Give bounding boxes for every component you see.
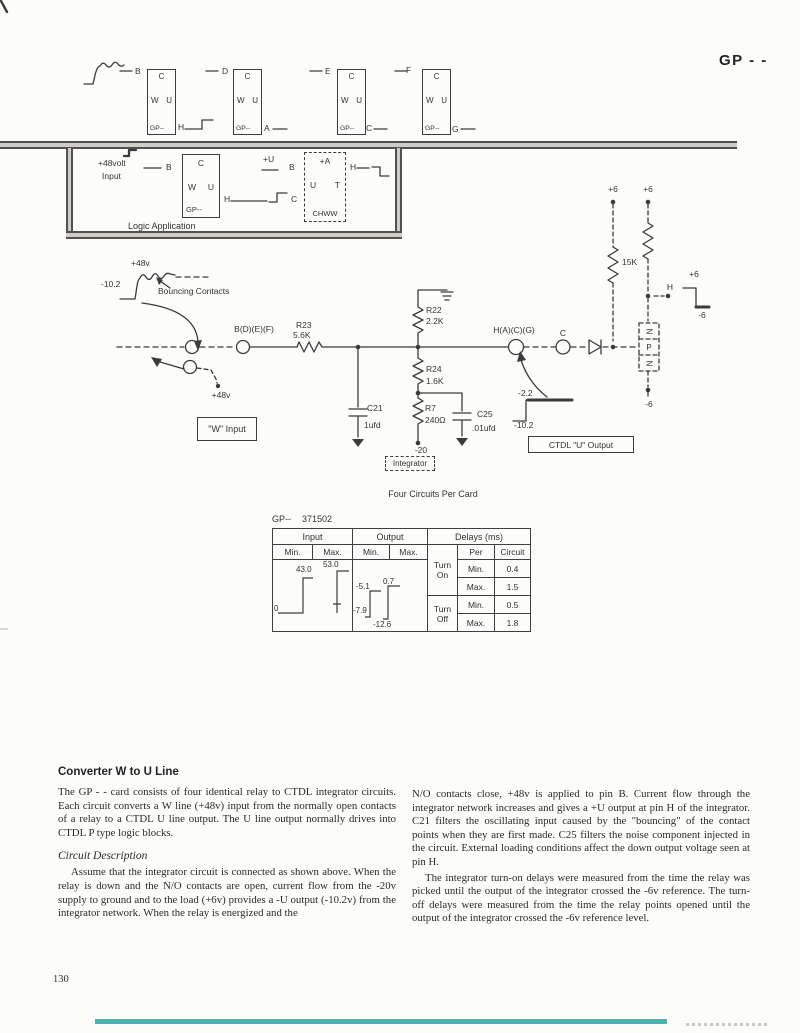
turn-on-cell [428,545,458,596]
output-pin2-name: C [559,328,567,338]
transistor-p [639,339,659,355]
block-top-label: C [244,72,251,81]
input-pin-label: D [222,66,229,76]
turn-on-label: Turn [433,560,452,570]
delay-row-label: Min. [458,560,495,578]
logic-block-4 [422,69,451,135]
waveform-arrowhead [194,340,202,351]
ground-symbol [456,438,468,446]
logic-block-2 [233,69,262,135]
h-node-label: H [666,282,674,292]
minus6-supply: -6 [645,399,653,409]
turn-on-label: On [436,570,449,580]
input-min-high: 43.0 [296,565,312,574]
coil-supply-wire [197,368,217,383]
subheader-per: Per [458,545,495,560]
subheader-circuit: Circuit [495,545,531,560]
scan-teal-bar [95,1019,667,1024]
integrator-label: Integrator [392,459,428,468]
c25-value: .01ufd [472,423,496,433]
block-type-label: CHWW [312,209,338,218]
turn-off-label: Off [436,613,449,624]
scan-edge-mark [0,628,8,630]
subheader-max: Max. [390,545,428,560]
col-header-output: Output [353,529,428,545]
w-input-tag [197,417,257,441]
col-header-delays: Delays (ms) [428,529,531,545]
relay-contact-lower [184,361,197,374]
pin-c-terminal [556,340,570,354]
r22-ref: R22 [426,305,442,315]
transistor-letter: P [646,342,652,352]
block-u-label: U [207,182,214,192]
transistor-letter: N [644,360,654,366]
w-input-label: "W" Input [208,424,246,434]
page-title: GP - - [719,52,768,69]
delay-row-value: 0.4 [495,560,531,578]
r15k-value: 15K [622,257,638,267]
h-wave-high: +6 [689,269,699,279]
input-pin-label: E [325,66,331,76]
pin-b-terminal [237,341,250,354]
resistor-r23 [297,342,322,352]
resistor-15k [608,247,618,283]
output-pin-label: A [264,123,270,133]
block-u-label: U [356,96,362,105]
delay-row-value: 0.5 [495,596,531,614]
output-min-high: -5.1 [356,582,370,591]
chww-logic-block [304,152,346,222]
page-number: 130 [53,974,69,985]
bounce-arrowhead [156,277,163,285]
armature-arrowhead [151,357,162,367]
relay-supply-label: +48v [211,390,231,400]
plus6-supply: +6 [608,184,618,194]
block-type-label: GP-- [425,125,440,132]
block-type-label: GP-- [150,125,165,132]
output-max-low: -12.6 [373,620,392,629]
block-w-label: W [188,182,197,192]
rising-step-icon [194,120,213,129]
pin-h-terminal [509,340,524,355]
input-waveform-icon [84,62,124,84]
h-wave-edge [683,288,696,307]
resistor-r7 [413,393,423,441]
supply-input-label2: Input [102,171,121,181]
turn-off-cell [428,596,458,632]
logic-block-1 [147,69,176,135]
ground-symbol [352,439,364,447]
turn-off-label: Turn [433,603,452,614]
delay-row-label: Max. [458,614,495,632]
resistor-r24 [413,347,423,391]
delay-row-value: 1.5 [495,578,531,596]
c21-value: 1ufd [364,420,381,430]
r24-ref: R24 [426,364,442,374]
delay-row-value: 1.8 [495,614,531,632]
subheader-min: Min. [353,545,390,560]
out-wave-low: -10.2 [514,420,534,430]
waveform-arrow [142,303,198,342]
output-pin-label: H [178,122,185,132]
divider-band-top [0,141,737,149]
divider-band-right [395,148,402,233]
level-label: +U [263,154,275,164]
falling-step-icon [372,167,389,176]
minus20-supply: -20 [414,445,428,455]
output-max-high: 0.7 [383,577,395,586]
block-u-label: U [252,96,258,105]
article-paragraph: The integrator turn-on delays were measured from the time the relay was picked until the output of the integrator crossed the -6v reference. The turn-off delays were measured from the time the relay points opened until the output of the integrator crossed the -6v reference level. [412,871,750,925]
level-step-icon [124,150,136,156]
delay-row-label: Max. [458,578,495,596]
block-w-label: W [151,96,159,105]
relay-contact-upper [186,341,199,354]
output-pin-label: G [452,124,459,134]
output-pin-label: C [366,123,373,133]
r24-value: 1.6K [426,376,444,386]
diode-symbol [589,340,601,354]
block-top-label: C [158,72,165,81]
output-waveform-cell [353,560,428,632]
collector-resistor [643,223,653,259]
c21-ref: C21 [367,403,383,413]
block-type-label: GP-- [236,125,251,132]
subheader-max: Max. [313,545,353,560]
input-pin-label: B [135,66,141,76]
article-left-column [58,766,396,928]
h-wave-low: -6 [698,310,706,320]
transistor-letter: N [644,328,654,334]
block-w-label: W [341,96,349,105]
plus6-supply: +6 [643,184,653,194]
article-paragraph: N/O contacts close, +48v is applied to pin B. Current flow through the integrator network increases and gives a +U output at pin H of the integrator. C21 filters the oscillating input caused by the "bouncing" of the contact points when they are first made. C25 filters the noise component injected in the circuit. External loading conditions affect the down output voltage seen at pin H. [412,788,750,868]
output-pin-label: H [350,162,357,172]
col-header-input: Input [273,529,353,545]
delay-row-label: Min. [458,596,495,614]
section-caption: Logic Application [128,221,196,231]
output-pin-label: H [224,194,231,204]
input-pin-label: C [291,194,298,204]
input-waveform-cell [273,560,353,632]
input-pin-label: B [166,162,172,172]
article-right-column [412,766,750,928]
logic-block-3 [337,69,366,135]
article-body [58,766,750,928]
relay-armature [160,362,184,369]
r7-value: 240Ω [425,415,446,425]
block-u-label: U [441,96,447,105]
block-type-label: GP-- [186,205,202,214]
r23-value: 5.6K [293,330,311,340]
scan-smudge [686,1023,770,1026]
block-t-label: T [334,180,340,190]
input-min-low: 0 [274,604,279,613]
wave-high-label: +48v [131,258,150,268]
ctdl-output-label: CTDL "U" Output [548,439,614,450]
part-number: 371502 [302,514,333,524]
block-top-label: +A [319,156,331,166]
article-heading: Converter W to U Line [58,766,179,778]
input-waveform-graphic [273,560,353,632]
ctdl-output-tag [528,436,634,453]
scan-corner-mark [1,1,7,12]
r7-ref: R7 [425,403,436,413]
input-pin-name: B(D)(E)(F) [234,324,274,334]
c25-ref: C25 [477,409,493,419]
block-u-label: U [166,96,172,105]
divider-band-bottom [66,231,402,239]
rising-step-icon [269,193,287,202]
input-max-high: 53.0 [323,560,339,569]
integrator-tag [385,456,435,471]
block-type-label: GP-- [340,125,355,132]
subheader-min: Min. [273,545,313,560]
transistor-n-top [639,323,659,339]
output-min-low: -7.9 [353,606,367,615]
block-u-label: U [310,180,317,190]
block-top-label: C [348,72,355,81]
output-wave-edge [513,400,526,421]
collector-wires [648,259,664,321]
block-top-label: C [433,72,440,81]
divider-band-left [66,148,73,233]
input-pin-label: B [289,162,295,172]
transistor-n-bottom [639,355,659,371]
gp-logic-block [182,154,220,218]
wave-low-label: -10.2 [101,279,121,289]
output-arrowhead [517,351,526,362]
r22-value: 2.2K [426,316,444,326]
input-pin-label: F [406,65,412,75]
supply-input-label: +48volt [98,158,126,168]
bouncing-contacts-label: Bouncing Contacts [158,286,230,296]
output-pin-name: H(A)(C)(G) [493,325,535,335]
r23-ref: R23 [296,320,312,330]
spec-table [272,528,531,632]
out-wave-high: -2.2 [518,388,533,398]
block-w-label: W [426,96,434,105]
card-name: GP-- [272,514,291,524]
figure-caption: Four Circuits Per Card [388,489,478,499]
article-subheading: Circuit Description [58,850,148,863]
block-w-label: W [237,96,245,105]
article-paragraph: The GP - - card consists of four identical relay to CTDL integrator circuits. Each circuit converts a W line (+48v) input from the normally open contacts of a relay to a CTDL U line output. The U line output normally drives into CTDL P type logic blocks. [58,786,396,839]
block-top-label: C [197,158,205,168]
article-paragraph: Assume that the integrator circuit is connected as shown above. When the relay is down and the N/O contacts are open, current flow from the -20v supply to ground and to the load (+6v) provides a -U output (-10.2v) from the integrator network. When the relay is energized and the [58,866,396,920]
